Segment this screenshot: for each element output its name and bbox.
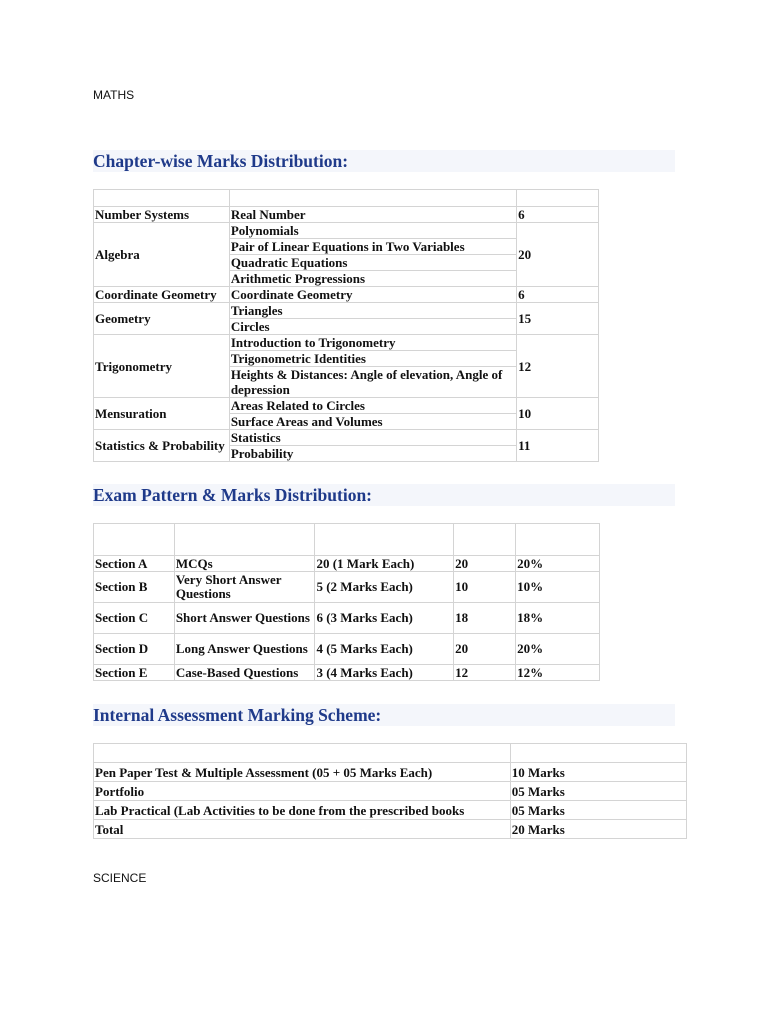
chapter-cell: Triangles <box>229 303 516 319</box>
table-row <box>94 223 599 239</box>
table-row <box>94 665 600 681</box>
allotted-cell: 10 <box>454 572 516 603</box>
marks-cell: 20 <box>517 223 599 287</box>
section-cell: Section B <box>94 572 175 603</box>
type-cell: Case-Based Questions <box>174 665 315 681</box>
section-cell: Section A <box>94 556 175 572</box>
marks-cell: 6 <box>517 207 599 223</box>
marks-cell: 20 Marks <box>510 820 686 839</box>
unit-cell: Statistics & Probability <box>94 430 230 462</box>
table-row <box>94 398 599 414</box>
table-row <box>94 287 599 303</box>
table-row <box>94 572 600 603</box>
chapter-cell: Real Number <box>229 207 516 223</box>
chapter-marks-table <box>93 189 599 462</box>
number-cell: 4 (5 Marks Each) <box>315 634 454 665</box>
section-cell: Section E <box>94 665 175 681</box>
internal-assessment-heading: Internal Assessment Marking Scheme: <box>93 704 675 726</box>
marks-cell: 6 <box>517 287 599 303</box>
marks-cell: 10 <box>517 398 599 430</box>
chapter-cell: Quadratic Equations <box>229 255 516 271</box>
internal-table-header <box>94 744 687 763</box>
number-cell: 6 (3 Marks Each) <box>315 603 454 634</box>
header-assessment-type: Assessment Type <box>94 744 511 763</box>
table-row <box>94 207 599 223</box>
chapter-cell: Statistics <box>229 430 516 446</box>
weightage-cell: 20% <box>516 556 600 572</box>
chapter-cell: Probability <box>229 446 516 462</box>
exam-pattern-heading: Exam Pattern & Marks Distribution: <box>93 484 675 506</box>
chapter-cell: Introduction to Trigonometry <box>229 335 516 351</box>
weightage-cell: 18% <box>516 603 600 634</box>
header-marks: Marks <box>517 190 599 207</box>
type-cell: Very Short Answer Questions <box>174 572 315 603</box>
table-row <box>94 820 687 839</box>
chapter-cell: Circles <box>229 319 516 335</box>
chapter-cell: Arithmetic Progressions <box>229 271 516 287</box>
unit-cell: Coordinate Geometry <box>94 287 230 303</box>
allotted-cell: 18 <box>454 603 516 634</box>
table-row <box>94 556 600 572</box>
unit-cell: Trigonometry <box>94 335 230 398</box>
internal-assessment-table <box>93 743 687 839</box>
chapter-cell: Polynomials <box>229 223 516 239</box>
chapter-cell: Coordinate Geometry <box>229 287 516 303</box>
marks-cell: 12 <box>517 335 599 398</box>
number-cell: 5 (2 Marks Each) <box>315 572 454 603</box>
marks-cell: 10 Marks <box>510 763 686 782</box>
exam-pattern-table <box>93 523 600 681</box>
marks-cell: 05 Marks <box>510 782 686 801</box>
header-number: Number of Questions <box>315 524 454 556</box>
chapter-cell: Pair of Linear Equations in Two Variables <box>229 239 516 255</box>
table-row <box>94 763 687 782</box>
chapter-marks-heading: Chapter-wise Marks Distribution: <box>93 150 675 172</box>
maths-label: MATHS <box>93 88 135 102</box>
assessment-cell: Portfolio <box>94 782 511 801</box>
table-row <box>94 634 600 665</box>
unit-cell: Geometry <box>94 303 230 335</box>
exam-table-header <box>94 524 600 556</box>
header-weightage: Weightage <box>516 524 600 556</box>
allotted-cell: 20 <box>454 556 516 572</box>
header-unit: Unit <box>94 190 230 207</box>
table-row <box>94 303 599 319</box>
weightage-cell: 20% <box>516 634 600 665</box>
number-cell: 20 (1 Mark Each) <box>315 556 454 572</box>
table-row <box>94 335 599 351</box>
type-cell: MCQs <box>174 556 315 572</box>
marks-cell: 15 <box>517 303 599 335</box>
table-row <box>94 801 687 820</box>
number-cell: 3 (4 Marks Each) <box>315 665 454 681</box>
chapter-table-header <box>94 190 599 207</box>
chapter-cell: Surface Areas and Volumes <box>229 414 516 430</box>
section-cell: Section D <box>94 634 175 665</box>
header-section: Section <box>94 524 175 556</box>
chapter-cell: Trigonometric Identities <box>229 351 516 367</box>
section-cell: Section C <box>94 603 175 634</box>
header-internal-marks: Marks <box>510 744 686 763</box>
assessment-cell: Lab Practical (Lab Activities to be done from the prescribed books <box>94 801 511 820</box>
weightage-cell: 12% <box>516 665 600 681</box>
weightage-cell: 10% <box>516 572 600 603</box>
unit-cell: Mensuration <box>94 398 230 430</box>
science-label: SCIENCE <box>93 871 147 885</box>
allotted-cell: 12 <box>454 665 516 681</box>
marks-cell: 05 Marks <box>510 801 686 820</box>
allotted-cell: 20 <box>454 634 516 665</box>
header-chapters: Chapters <box>229 190 516 207</box>
table-row <box>94 430 599 446</box>
unit-cell: Algebra <box>94 223 230 287</box>
chapter-cell: Heights & Distances: Angle of elevation, Angle of depression <box>229 367 516 398</box>
assessment-cell: Pen Paper Test & Multiple Assessment (05 + 05 Marks Each) <box>94 763 511 782</box>
marks-cell: 11 <box>517 430 599 462</box>
type-cell: Long Answer Questions <box>174 634 315 665</box>
table-row <box>94 603 600 634</box>
header-type: Type of Questions <box>174 524 315 556</box>
chapter-cell: Areas Related to Circles <box>229 398 516 414</box>
table-row <box>94 782 687 801</box>
type-cell: Short Answer Questions <box>174 603 315 634</box>
unit-cell: Number Systems <box>94 207 230 223</box>
assessment-cell: Total <box>94 820 511 839</box>
header-allotted: Marks Allotted <box>454 524 516 556</box>
